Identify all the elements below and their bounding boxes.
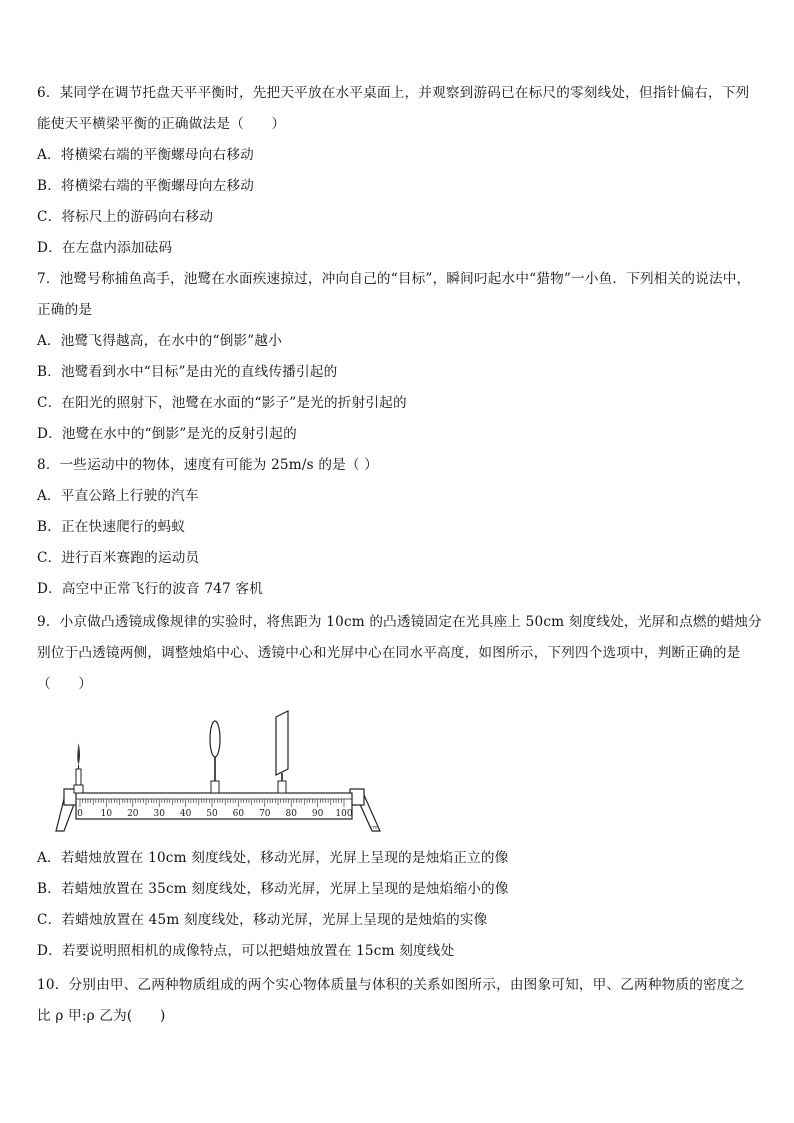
q6-option-d: D．在左盘内添加砝码	[37, 240, 173, 256]
q6-stem-line-1: 6．某同学在调节托盘天平平衡时，先把天平放在水平桌面上，并观察到游码已在标尺的零刻线处，但指针偏右，下列	[37, 85, 750, 101]
ruler-tick-label: 70	[259, 809, 271, 819]
q6-option-c: C．将标尺上的游码向右移动	[37, 209, 214, 225]
convex-lens	[210, 721, 220, 793]
q10-stem-line-2: 比 ρ 甲:ρ 乙为( )	[37, 1008, 166, 1024]
q9-stem-line-2: 别位于凸透镜两侧，调整烛焰中心、透镜中心和光屏中心在同水平高度，如图所示，下列四个选项中，判断正确的是	[37, 645, 741, 661]
ruler-tick-label: 30	[153, 809, 165, 819]
q8-option-a: A．平直公路上行驶的汽车	[37, 488, 199, 504]
ruler-tick-label: 60	[232, 809, 245, 819]
q8-option-b: B．正在快速爬行的蚂蚁	[37, 519, 186, 535]
flame-icon	[77, 743, 80, 765]
ruler-unit-label: cm	[370, 825, 378, 831]
q10-stem-line-1: 10．分别由甲、乙两种物质组成的两个实心物体质量与体积的关系如图所示，由图象可知，甲、乙两种物质的密度之	[37, 977, 745, 993]
ruler-tick-label: 80	[285, 809, 297, 819]
ruler-tick-label: 20	[127, 809, 139, 819]
q7-stem-line-1: 7．池鹭号称捕鱼高手，池鹭在水面疾速掠过，冲向自己的“目标”，瞬间叼起水中“猎物”一小鱼．下列相关的说法中，	[37, 271, 751, 287]
ruler-tick-label: 0	[77, 809, 83, 819]
ruler-tick-label: 40	[179, 809, 192, 819]
q8-option-c: C．进行百米赛跑的运动员	[37, 550, 200, 566]
q9-stem-line-1: 9．小京做凸透镜成像规律的实验时，将焦距为 10cm 的凸透镜固定在光具座上 50cm 刻度线处，光屏和点燃的蜡烛分	[37, 614, 762, 630]
screen-icon	[276, 711, 288, 775]
optical-bench-diagram	[54, 709, 384, 835]
lens-icon	[210, 721, 220, 757]
lens-holder	[211, 781, 219, 793]
q6-option-a: A．将横梁右端的平衡螺母向右移动	[37, 147, 254, 163]
q9-option-a: A．若蜡烛放置在 10cm 刻度线处，移动光屏，光屏上呈现的是烛焰正立的像	[37, 850, 509, 866]
q9-stem-line-3: （ ）	[37, 676, 93, 692]
optical-bench-figure	[54, 709, 384, 835]
q7-option-d: D．池鹭在水中的“倒影”是光的反射引起的	[37, 426, 297, 442]
q7-option-b: B．池鹭看到水中“目标”是由光的直线传播引起的	[37, 364, 338, 380]
candle	[74, 743, 83, 793]
light-screen	[276, 711, 288, 793]
q9-option-b: B．若蜡烛放置在 35cm 刻度线处，移动光屏，光屏上呈现的是烛焰缩小的像	[37, 881, 509, 897]
ruler-tick-label: 100	[335, 809, 353, 819]
q6-stem-line-2: 能使天平横梁平衡的正确做法是（ ）	[37, 116, 286, 132]
ruler-tick-label: 10	[100, 809, 113, 819]
q7-option-a: A．池鹭飞得越高，在水中的“倒影”越小	[37, 333, 283, 349]
q7-stem-line-2: 正确的是	[37, 302, 93, 318]
candle-holder	[74, 785, 83, 793]
ruler-tick-label: 90	[311, 809, 324, 819]
q8-option-d: D．高空中正常飞行的波音 747 客机	[37, 581, 264, 597]
q7-option-c: C．在阳光的照射下，池鹭在水面的“影子”是光的折射引起的	[37, 395, 407, 411]
ruler-tick-label: 50	[206, 809, 218, 819]
q6-option-b: B．将横梁右端的平衡螺母向左移动	[37, 178, 255, 194]
q9-option-d: D．若要说明照相机的成像特点，可以把蜡烛放置在 15cm 刻度线处	[37, 943, 455, 959]
screen-holder	[278, 781, 286, 793]
q9-option-c: C．若蜡烛放置在 45m 刻度线处，移动光屏，光屏上呈现的是烛焰的实像	[37, 912, 488, 928]
q8-stem: 8．一些运动中的物体，速度有可能为 25m/s 的是（ ）	[37, 457, 379, 473]
